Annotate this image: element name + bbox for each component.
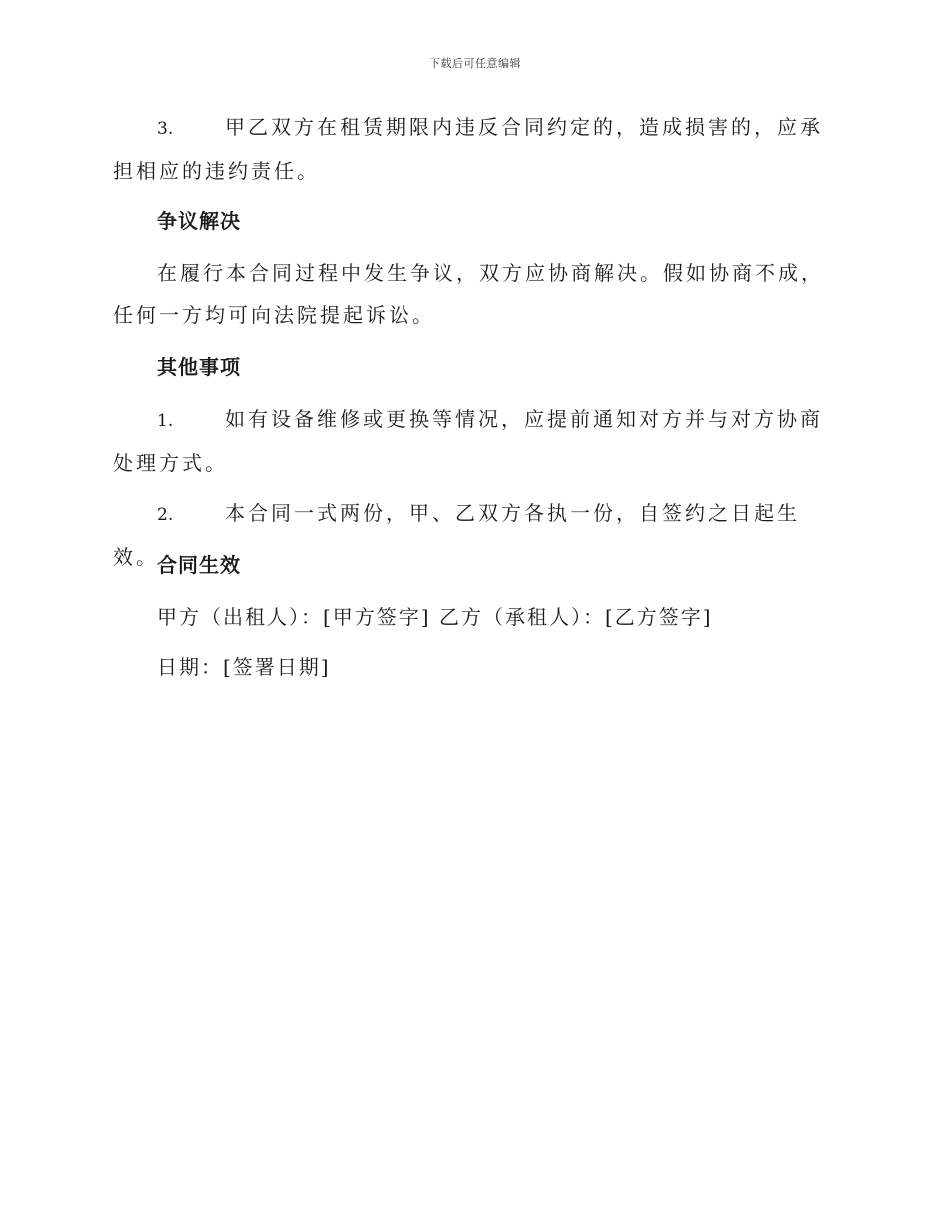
other-item-1 <box>113 398 833 484</box>
effective-heading: 合同生效 <box>157 553 241 577</box>
date-line-block <box>113 646 833 688</box>
clause-3 <box>113 106 833 192</box>
other-heading-block <box>113 346 833 388</box>
dispute-text: 在履行本合同过程中发生争议，双方应协商解决。假如协商不成，任何一方均可向法院提起诉讼。 <box>113 261 824 327</box>
other-item-1-text: 如有设备维修或更换等情况，应提前通知对方并与对方协商处理方式。 <box>113 407 823 475</box>
clause-3-text: 甲乙双方在租赁期限内违反合同约定的，造成损害的，应承担相应的违约责任。 <box>113 115 823 183</box>
other-item-2-text: 本合同一式两份，甲、乙双方各执一份，自签约之日起生效。 <box>113 501 800 569</box>
page-header: 下载后可任意编辑 <box>429 57 521 70</box>
dispute-heading-block <box>113 200 833 242</box>
effective-heading-block <box>113 544 833 586</box>
clause-3-number: 3. <box>157 119 174 139</box>
signature-line-block <box>113 596 833 638</box>
other-item-2-number: 2. <box>157 505 174 525</box>
date-line: 日期：[签署日期] <box>157 655 331 679</box>
dispute-body <box>113 252 833 336</box>
dispute-heading: 争议解决 <box>157 209 241 233</box>
other-item-1-number: 1. <box>157 411 174 431</box>
signature-line: 甲方（出租人）：[甲方签字] 乙方（承租人）：[乙方签字] <box>157 605 713 629</box>
clause-3-paragraph <box>113 106 833 192</box>
other-item-1-paragraph <box>113 398 833 484</box>
other-heading: 其他事项 <box>157 355 241 379</box>
